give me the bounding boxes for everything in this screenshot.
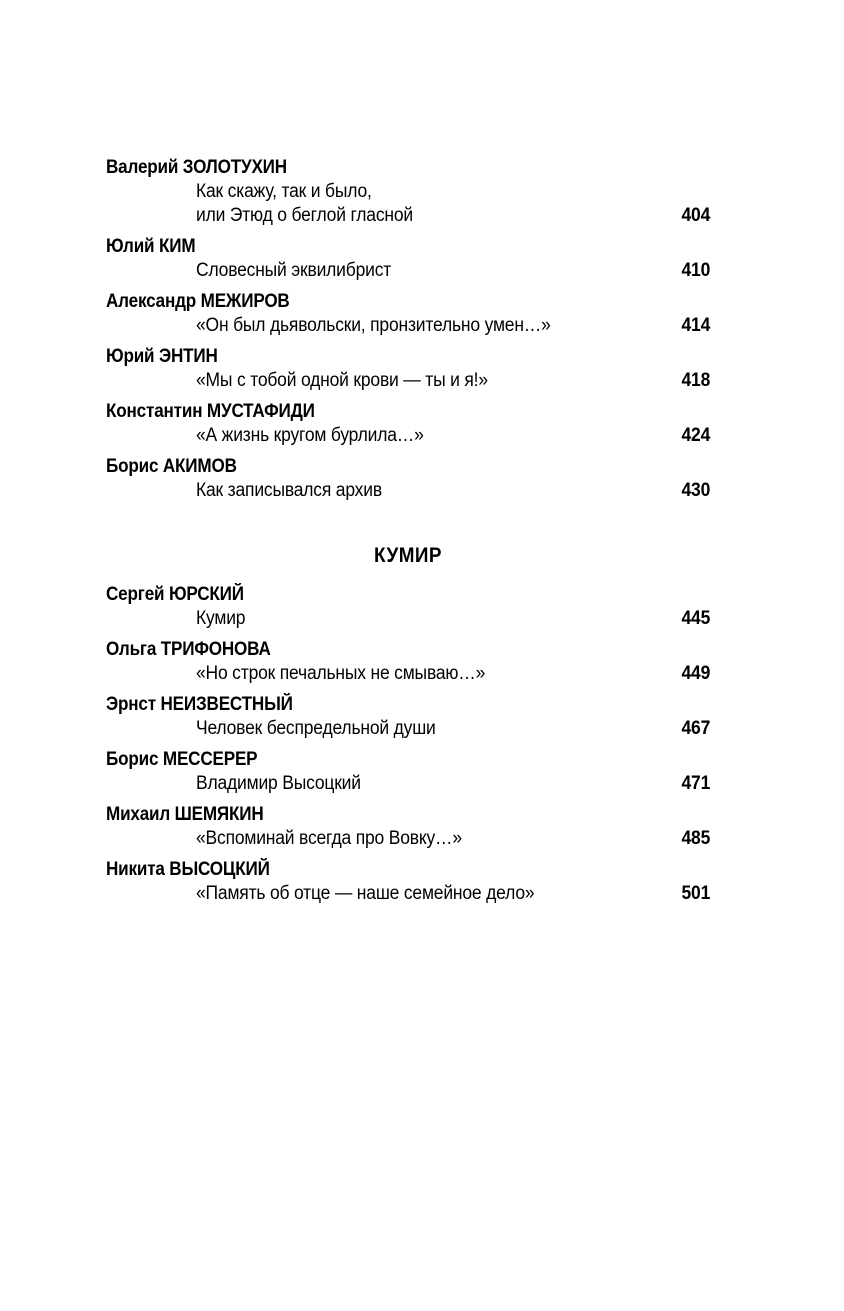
entry-title xyxy=(196,717,669,741)
entry-title-row xyxy=(106,259,710,283)
entry-page-number: 404 xyxy=(681,205,710,226)
entry-page-number: 501 xyxy=(681,883,710,904)
section-heading: КУМИР xyxy=(374,544,442,567)
entry-page-number: 430 xyxy=(681,480,710,501)
entry-title-line: Как скажу, так и было, xyxy=(196,181,372,202)
entry-title xyxy=(196,314,669,338)
toc-entry[interactable] xyxy=(106,693,710,741)
entry-author: Никита ВЫСОЦКИЙ xyxy=(106,859,270,880)
entry-author: Константин МУСТАФИДИ xyxy=(106,401,315,422)
entry-title-row xyxy=(106,882,710,906)
entry-title xyxy=(196,259,669,283)
entry-title-line: Владимир Высоцкий xyxy=(196,773,361,794)
entry-title-line: «Но строк печальных не смываю…» xyxy=(196,663,486,684)
table-of-contents xyxy=(106,156,710,913)
entry-title-row xyxy=(106,607,710,631)
entry-page-number: 471 xyxy=(681,773,710,794)
entry-author: Сергей ЮРСКИЙ xyxy=(106,584,244,605)
toc-entry[interactable] xyxy=(106,235,710,283)
entry-author: Валерий ЗОЛОТУХИН xyxy=(106,157,287,178)
toc-entry[interactable] xyxy=(106,345,710,393)
entry-title-row xyxy=(106,314,710,338)
entry-title-row xyxy=(106,827,710,851)
entry-title xyxy=(196,772,669,796)
toc-entry[interactable] xyxy=(106,400,710,448)
entry-title xyxy=(196,882,669,906)
entry-page-number: 414 xyxy=(681,315,710,336)
entry-author: Юлий КИМ xyxy=(106,236,196,257)
toc-entry[interactable] xyxy=(106,290,710,338)
entry-title-row xyxy=(106,369,710,393)
entry-title-row xyxy=(106,662,710,686)
toc-entry[interactable] xyxy=(106,858,710,906)
entry-title-line: Человек беспредельной души xyxy=(196,718,436,739)
entry-title-row xyxy=(106,479,710,503)
entry-title xyxy=(196,369,669,393)
entry-page-number: 449 xyxy=(681,663,710,684)
entry-page-number: 424 xyxy=(681,425,710,446)
entry-title xyxy=(196,180,669,228)
entry-page-number: 410 xyxy=(681,260,710,281)
entry-author: Александр МЕЖИРОВ xyxy=(106,291,290,312)
entry-title-line: «А жизнь кругом бурлила…» xyxy=(196,425,424,446)
entry-page-number: 445 xyxy=(681,608,710,629)
entry-title-row xyxy=(106,180,710,228)
entry-title-row xyxy=(106,717,710,741)
toc-entry[interactable] xyxy=(106,156,710,228)
entry-title-line: «Мы с тобой одной крови — ты и я!» xyxy=(196,370,488,391)
entry-title-line: «Память об отце — наше семейное дело» xyxy=(196,883,535,904)
entry-title xyxy=(196,424,669,448)
entry-title-line: «Он был дьявольски, пронзительно умен…» xyxy=(196,315,551,336)
entry-title-row xyxy=(106,772,710,796)
toc-entry[interactable] xyxy=(106,803,710,851)
entry-title-line: или Этюд о беглой гласной xyxy=(196,205,413,226)
entry-title-line: Как записывался архив xyxy=(196,480,382,501)
entry-title xyxy=(196,662,669,686)
entry-author: Борис МЕССЕРЕР xyxy=(106,749,258,770)
toc-entry[interactable] xyxy=(106,455,710,503)
entry-author: Михаил ШЕМЯКИН xyxy=(106,804,264,825)
entry-title-row xyxy=(106,424,710,448)
entry-title-line: «Вспоминай всегда про Вовку…» xyxy=(196,828,462,849)
entry-title xyxy=(196,607,669,631)
toc-section-kumir xyxy=(106,542,710,906)
entry-page-number: 467 xyxy=(681,718,710,739)
entry-author: Эрнст НЕИЗВЕСТНЫЙ xyxy=(106,694,293,715)
entry-title xyxy=(196,479,669,503)
entry-author: Юрий ЭНТИН xyxy=(106,346,218,367)
entry-page-number: 485 xyxy=(681,828,710,849)
entry-author: Борис АКИМОВ xyxy=(106,456,237,477)
toc-entry[interactable] xyxy=(106,583,710,631)
entry-page-number: 418 xyxy=(681,370,710,391)
toc-entry[interactable] xyxy=(106,638,710,686)
entry-title xyxy=(196,827,669,851)
toc-entry[interactable] xyxy=(106,748,710,796)
entry-author: Ольга ТРИФОНОВА xyxy=(106,639,271,660)
toc-section-main xyxy=(106,156,710,503)
entry-title-line: Словесный эквилибрист xyxy=(196,260,392,281)
entry-title-line: Кумир xyxy=(196,608,246,629)
